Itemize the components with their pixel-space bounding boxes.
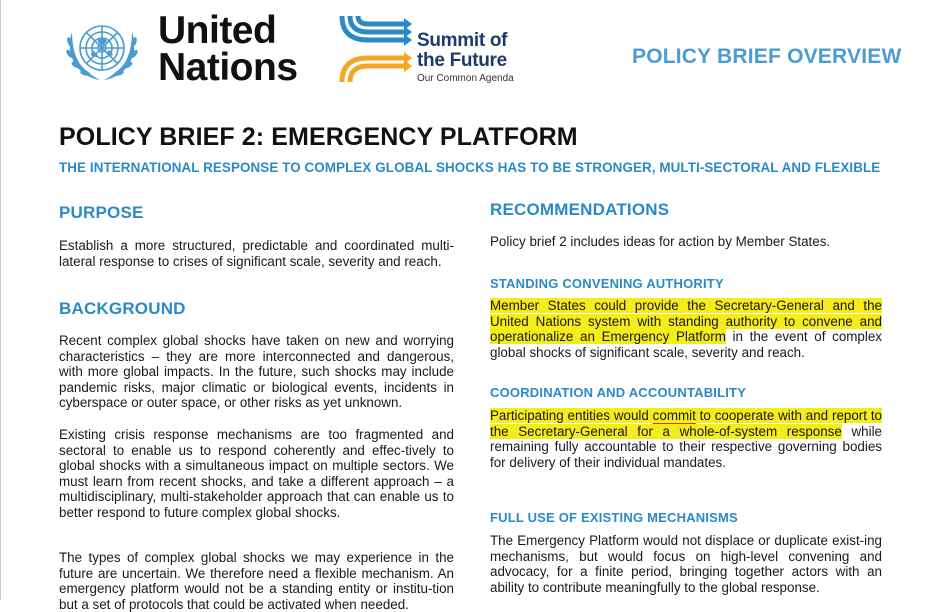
coordination-rest: while remaining fully accountable to their respective governing bodies for delivery of their individual mandates. (490, 423, 882, 470)
full-use-heading: FULL USE OF EXISTING MECHANISMS (490, 510, 738, 525)
page-edge (0, 0, 1, 600)
standing-convening-text (490, 298, 882, 360)
commit-underlined-word: commit (652, 408, 696, 423)
un-wordmark-line2: Nations (158, 46, 298, 89)
standing-convening-rest: in the event of complex global shocks of significant scale, severity and reach. (490, 329, 882, 360)
un-wordmark (158, 9, 298, 89)
highlighted-text-b: to cooperate with and report to the Secretary-General for a whole-of-system response (490, 408, 882, 439)
page-subtitle: THE INTERNATIONAL RESPONSE TO COMPLEX GLOBAL SHOCKS HAS TO BE STRONGER, MULTI-SECTORAL AND FLEXIBLE (59, 160, 881, 175)
background-paragraph-3: The types of complex global shocks we may experience in the future are uncertain. We therefore need a flexible mechanism. An emergency platform would not be a standing entity or institu-tion but a set of protocols that could be activated when needed. (59, 550, 454, 612)
summit-title-line1: Summit of (417, 30, 508, 51)
summit-subtitle: Our Common Agenda (417, 73, 514, 84)
summit-title-line2: the Future (417, 50, 507, 71)
un-emblem-icon (58, 12, 146, 88)
coordination-text (490, 408, 882, 470)
summit-arrows-icon (336, 14, 414, 84)
highlighted-text-a: Participating entities would (490, 408, 653, 423)
coordination-heading: COORDINATION AND ACCOUNTABILITY (490, 385, 747, 400)
standing-convening-heading: STANDING CONVENING AUTHORITY (490, 276, 724, 291)
recommendations-intro: Policy brief 2 includes ideas for action by Member States. (490, 234, 831, 249)
un-wordmark-line1: United (158, 9, 277, 52)
policy-brief-overview-label: POLICY BRIEF OVERVIEW (632, 45, 902, 68)
full-use-text: The Emergency Platform would not displace or duplicate exist-ing mechanisms, but would focus on high-level convening and advocacy, for a finite period, bringing together actors with an ability to contribute meaningfully to the global response. (490, 533, 882, 595)
background-paragraph-2: Existing crisis response mechanisms are too fragmented and sectoral to enable us to respond coherently and effec-tively to global shocks with a simultaneous impact on multiple sectors. We must learn from recent shocks, and take a different approach – a multidisciplinary, multi-stakeholder approach that can enable us to better respond to future complex global shocks. (59, 427, 454, 520)
page-title: POLICY BRIEF 2: EMERGENCY PLATFORM (59, 123, 578, 151)
purpose-text: Establish a more structured, predictable and coordinated multi-lateral response to crises of significant scale, severity and reach. (59, 238, 454, 269)
summit-wordmark (417, 31, 514, 85)
background-heading: BACKGROUND (59, 299, 186, 318)
recommendations-heading: RECOMMENDATIONS (490, 200, 670, 219)
background-paragraph-1: Recent complex global shocks have taken on new and worrying characteristics – they are more interconnected and dangerous, with more global impacts. In the future, such shocks may include pandemic risks, major climatic or biological events, incidents in cyberspace or outer space, or other risks as yet unknown. (59, 333, 454, 411)
highlighted-text: Member States could provide the Secretary-General and the United Nations system with standing authority to convene and operationalize an Emergency Platform (490, 298, 882, 345)
purpose-heading: PURPOSE (59, 203, 144, 222)
